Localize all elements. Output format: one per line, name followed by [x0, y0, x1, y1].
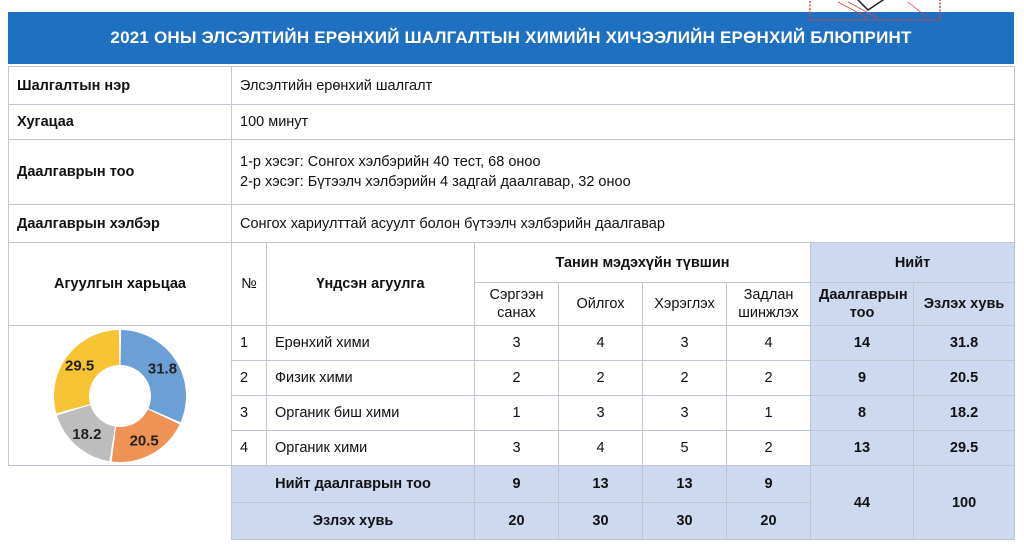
row-level: 1	[475, 396, 559, 431]
main-content-header: Үндсэн агуулга	[267, 243, 475, 326]
cognitive-header: Танин мэдэхүйн түвшин	[475, 243, 811, 283]
total-level: 13	[559, 466, 643, 503]
share-level: 30	[559, 503, 643, 540]
grand-total-tasks: 44	[811, 466, 914, 540]
task-type-value: Сонгох хариулттай асуулт болон бүтээлч хэлбэрийн даалгавар	[232, 205, 1015, 243]
row-level: 3	[643, 326, 727, 361]
task-count-line-2: 2-р хэсэг: Бүтээлч хэлбэрийн 4 задгай даалгавар, 32 оноо	[240, 174, 631, 190]
row-level: 2	[727, 361, 811, 396]
task-count-value	[232, 140, 1015, 205]
task-count-label: Даалгаврын тоо	[9, 140, 232, 205]
row-tasks: 9	[811, 361, 914, 396]
task-count-row	[9, 140, 1015, 205]
blueprint-table	[8, 66, 1015, 540]
number-header: №	[232, 243, 267, 326]
content-ratio-chart	[20, 327, 220, 465]
table-row	[9, 326, 1015, 361]
duration-value: 100 минут	[232, 105, 1015, 140]
totals-tasks-row	[9, 466, 1015, 503]
level-header-analyze: Задлан шинжлэх	[727, 283, 811, 326]
total-level: 9	[475, 466, 559, 503]
row-share: 31.8	[914, 326, 1015, 361]
stamp-icon	[808, 0, 943, 22]
total-level: 13	[643, 466, 727, 503]
task-type-label: Даалгаврын хэлбэр	[9, 205, 232, 243]
task-type-row	[9, 205, 1015, 243]
level-header-apply: Хэрэглэх	[643, 283, 727, 326]
row-share: 29.5	[914, 431, 1015, 466]
row-share: 18.2	[914, 396, 1015, 431]
row-number: 4	[232, 431, 267, 466]
row-level: 2	[727, 431, 811, 466]
row-share: 20.5	[914, 361, 1015, 396]
blank-cell	[9, 503, 232, 540]
row-level: 2	[643, 361, 727, 396]
page-title: 2021 ОНЫ ЭЛСЭЛТИЙН ЕРӨНХИЙ ШАЛГАЛТЫН ХИМИЙН ХИЧЭЭЛИЙН ЕРӨНХИЙ БЛЮПРИНТ	[8, 12, 1014, 64]
slice-label: 29.5	[65, 357, 95, 375]
row-level: 1	[727, 396, 811, 431]
grand-total-share: 100	[914, 466, 1015, 540]
row-tasks: 8	[811, 396, 914, 431]
slice-label: 31.8	[147, 360, 178, 378]
exam-name-row	[9, 67, 1015, 105]
totals-share-label: Эзлэх хувь	[232, 503, 475, 540]
row-content: Органик хими	[267, 431, 475, 466]
row-level: 3	[475, 326, 559, 361]
row-level: 3	[475, 431, 559, 466]
duration-row	[9, 105, 1015, 140]
slice-label: 20.5	[129, 431, 159, 449]
header-row-1	[9, 243, 1015, 283]
totals-tasks-label: Нийт даалгаврын тоо	[232, 466, 475, 503]
row-tasks: 13	[811, 431, 914, 466]
share-level: 20	[727, 503, 811, 540]
row-content: Органик биш хими	[267, 396, 475, 431]
total-header: Нийт	[811, 243, 1015, 283]
row-level: 4	[727, 326, 811, 361]
row-tasks: 14	[811, 326, 914, 361]
row-number: 1	[232, 326, 267, 361]
share-header: Эзлэх хувь	[914, 283, 1015, 326]
share-level: 20	[475, 503, 559, 540]
row-level: 4	[559, 431, 643, 466]
row-level: 2	[475, 361, 559, 396]
total-level: 9	[727, 466, 811, 503]
exam-name-value: Элсэлтийн ерөнхий шалгалт	[232, 67, 1015, 105]
level-header-recall: Сэргээн санах	[475, 283, 559, 326]
scope-header: Агуулгын харьцаа	[9, 243, 232, 326]
row-level: 4	[559, 326, 643, 361]
row-level: 5	[643, 431, 727, 466]
row-number: 3	[232, 396, 267, 431]
pie-cell	[9, 326, 232, 466]
row-number: 2	[232, 361, 267, 396]
row-content: Ерөнхий хими	[267, 326, 475, 361]
level-header-understand: Ойлгох	[559, 283, 643, 326]
exam-name-label: Шалгалтын нэр	[9, 67, 232, 105]
share-level: 30	[643, 503, 727, 540]
blank-cell	[9, 466, 232, 503]
duration-label: Хугацаа	[9, 105, 232, 140]
task-count-line-1: 1-р хэсэг: Сонгох хэлбэрийн 40 тест, 68 оноо	[240, 154, 541, 170]
row-level: 2	[559, 361, 643, 396]
slice-label: 18.2	[72, 425, 102, 443]
total-tasks-header: Даалгаврын тоо	[811, 283, 914, 326]
row-level: 3	[559, 396, 643, 431]
row-content: Физик хими	[267, 361, 475, 396]
row-level: 3	[643, 396, 727, 431]
